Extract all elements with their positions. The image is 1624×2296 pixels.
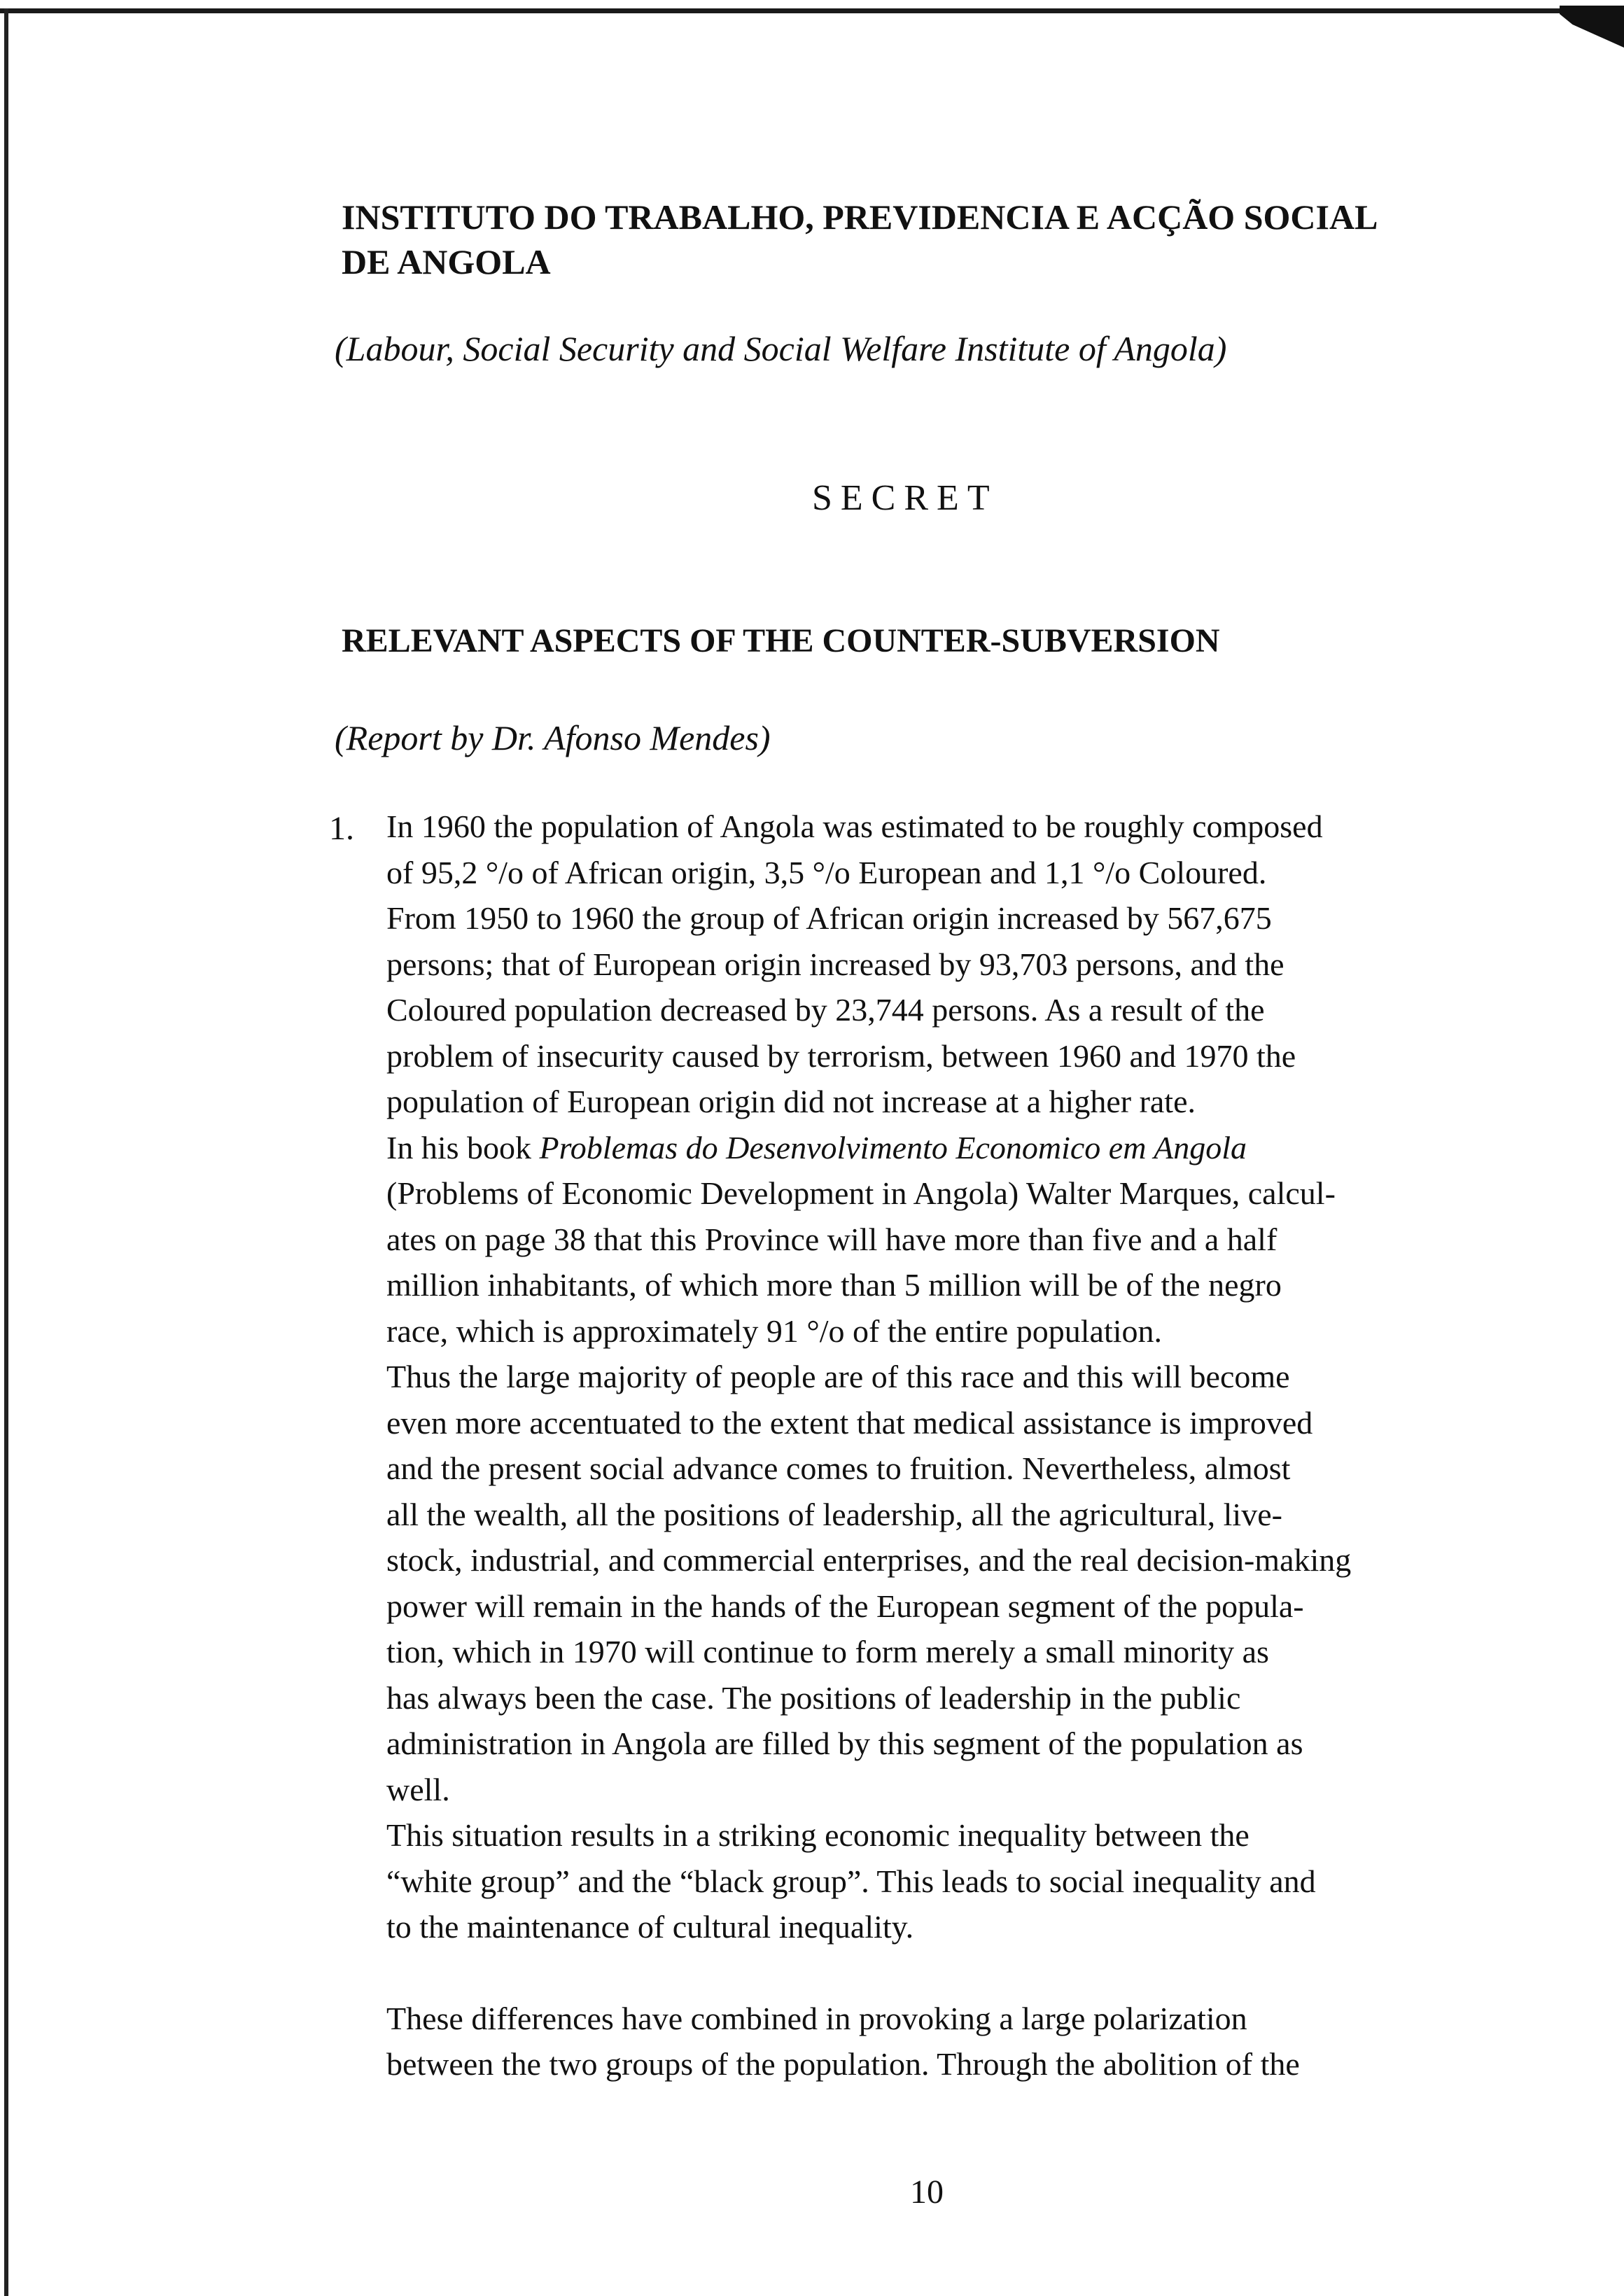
body-line: race, which is approximately 91 °/o of the entire population. [386,1312,1163,1349]
body-line: power will remain in the hands of the European segment of the popula- [386,1588,1304,1624]
body-line: (Problems of Economic Development in Angola) Walter Marques, calcul- [386,1175,1336,1211]
body-line: persons; that of European origin increased by 93,703 persons, and the [386,946,1284,982]
body-line: Coloured population decreased by 23,744 persons. As a result of the [386,992,1265,1028]
body-line: tion, which in 1970 will continue to form merely a small minority as [386,1634,1269,1670]
scan-edge-left [4,8,8,2296]
page-number: 10 [910,2174,944,2211]
body-line: all the wealth, all the positions of leadership, all the agricultural, live- [386,1496,1282,1532]
scan-corner-mark [1560,6,1624,48]
institute-name [342,195,1532,284]
item-number: 1. [329,810,354,847]
report-author: (Report by Dr. Afonso Mendes) [335,718,771,757]
body-line-book [386,1125,1562,1171]
body-line: “white group” and the “black group”. This leads to social inequality and [386,1863,1316,1899]
body-line: well. [386,1771,450,1807]
body-line: administration in Angola are filled by this segment of the population as [386,1726,1303,1761]
body-line: problem of insecurity caused by terrorism, between 1960 and 1970 the [386,1037,1296,1074]
body-line: between the two groups of the population. Through the abolition of the [386,2046,1300,2082]
body-line: of 95,2 °/o of African origin, 3,5 °/o European and 1,1 °/o Coloured. [386,854,1267,890]
scan-edge-top [0,8,1568,13]
body-line: and the present social advance comes to fruition. Nevertheless, almost [386,1450,1291,1486]
body-line: This situation results in a striking economic inequality between the [386,1817,1250,1853]
body-line: even more accentuated to the extent that medical assistance is improved [386,1404,1313,1441]
body-line: has always been the case. The positions of leadership in the public [386,1679,1241,1716]
body-line: In 1960 the population of Angola was estimated to be roughly composed [386,808,1323,844]
institute-line-1: INSTITUTO DO TRABALHO, PREVIDENCIA E ACÇÃO SOCIAL [342,197,1378,237]
paragraph-gap [386,1950,1562,1996]
document-heading: RELEVANT ASPECTS OF THE COUNTER-SUBVERSION [342,622,1220,659]
body-line: Thus the large majority of people are of this race and this will become [386,1359,1290,1394]
book-title: Problemas do Desenvolvimento Economico em Angola [539,1129,1247,1166]
body-line: ates on page 38 that this Province will have more than five and a half [386,1221,1278,1257]
body-line: to the maintenance of cultural inequality. [386,1909,914,1945]
institute-translation: (Labour, Social Security and Social Welfare Institute of Angola) [335,329,1227,368]
body-line: stock, industrial, and commercial enterprises, and the real decision-making [386,1542,1352,1578]
institute-line-2: DE ANGOLA [342,242,551,281]
body-line: million inhabitants, of which more than 5 million will be of the negro [386,1267,1282,1303]
body-text [386,804,1562,2087]
book-intro: In his book [386,1129,531,1166]
body-line: population of European origin did not increase at a higher rate. [386,1084,1196,1119]
body-line: From 1950 to 1960 the group of African origin increased by 567,675 [386,900,1272,936]
classification-label: SECRET [812,478,998,518]
body-line: These differences have combined in provoking a large polarization [386,2000,1247,2036]
